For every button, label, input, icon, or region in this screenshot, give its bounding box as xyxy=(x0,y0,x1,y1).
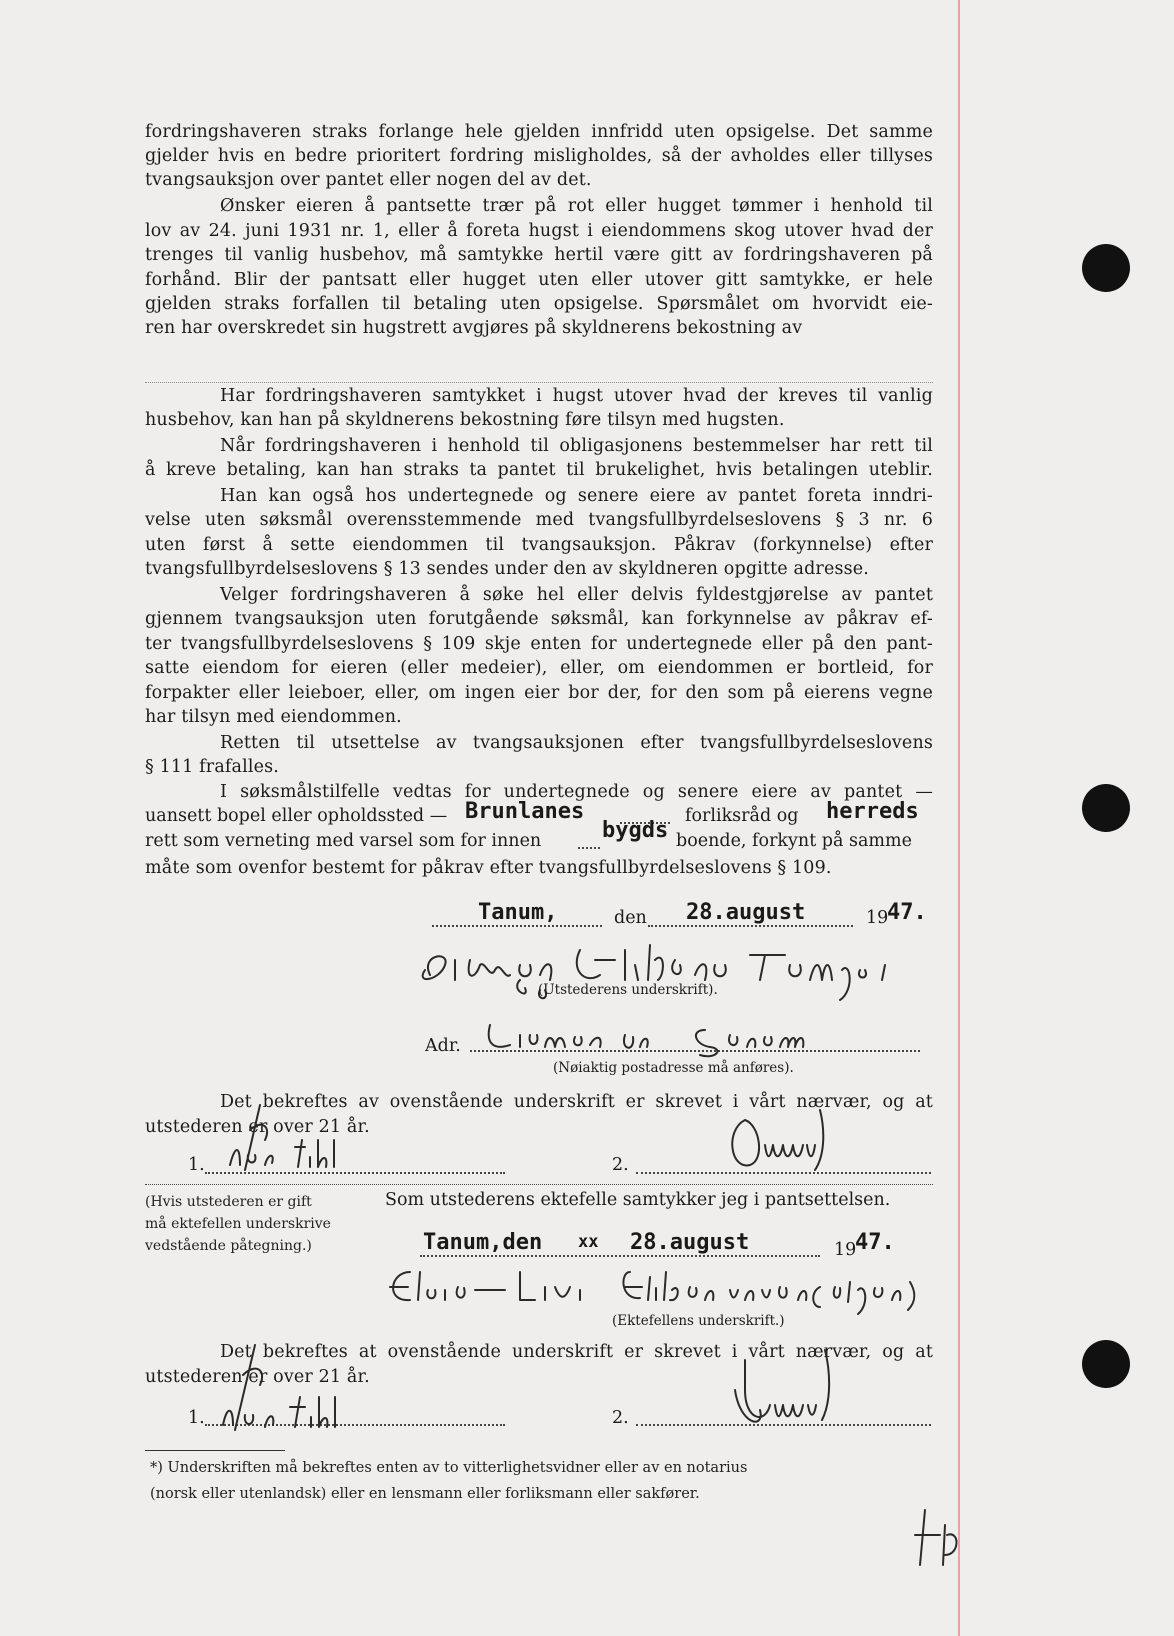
typed-venue-name: Brunlanes xyxy=(465,799,585,824)
typed-place: Tanum,den xyxy=(423,1230,543,1255)
witness-number: 1. xyxy=(188,1408,205,1428)
date-den-label: den xyxy=(614,908,647,928)
witness-number: 1. xyxy=(188,1155,205,1175)
body-text-line: å kreve betaling, kan han straks ta pantet til brukelighet, hvis betalingen uteblir. xyxy=(145,460,933,480)
body-text-fragment: rett som verneting med varsel som for innen xyxy=(145,831,542,851)
punch-hole xyxy=(1082,244,1130,292)
body-text-line: Han kan også hos undertegnede og senere eiere av pantet foreta inndri- xyxy=(220,486,933,506)
address-handwriting-icon xyxy=(485,1015,865,1060)
spouse-instruction: vedstående påtegning.) xyxy=(145,1238,312,1254)
typed-place: Tanum, xyxy=(478,900,558,925)
year-prefix: 19 xyxy=(834,1240,857,1260)
body-text-line: gjelder hvis en bedre prioritert fordring misligholdes, så der avholdes eller tillyses xyxy=(145,146,933,166)
witness-2-signature-icon xyxy=(725,1100,855,1180)
typed-strikeout: xx xyxy=(578,1232,599,1252)
body-text-line: gjennem tvangsauksjon uten forutgående søksmål, kan forkynnelse av påkrav ef- xyxy=(145,609,933,629)
body-text-line: tvangsfullbyrdelseslovens § 13 sendes under den av skyldneren opgitte adresse. xyxy=(145,559,869,579)
body-text-line: Når fordringshaveren i henhold til obligasjonens bestemmelser har rett til xyxy=(220,436,933,456)
body-text-line: fordringshaveren straks forlange hele gjelden innfridd uten opsigelse. Det samme xyxy=(145,122,933,142)
margin-line xyxy=(958,0,960,1636)
body-text-line: gjelden straks forfallen til betaling uten opsigelse. Spørsmålet om hvorvidt eie- xyxy=(145,294,933,314)
fill-dots xyxy=(420,1255,820,1257)
body-text-line: husbehov, kan han på skyldnerens bekostning føre tilsyn med hugsten. xyxy=(145,410,785,430)
punch-hole xyxy=(1082,784,1130,832)
typed-jurisdiction: bygds xyxy=(602,818,669,843)
section-separator xyxy=(145,1184,933,1185)
fill-dots xyxy=(432,925,602,927)
witness-number: 2. xyxy=(612,1155,629,1175)
body-text-fragment: uansett bopel eller opholdssted — xyxy=(145,806,448,826)
footnote-rule xyxy=(145,1450,285,1451)
address-note: (Nøiaktig postadresse må anføres). xyxy=(553,1060,794,1076)
issuer-signature-label: (Utstederens underskrift). xyxy=(538,982,718,998)
spouse-consent-text: Som utstederens ektefelle samtykker jeg i pantsettelsen. xyxy=(385,1190,891,1210)
typed-court-type: herreds xyxy=(826,799,919,824)
typed-year: 47. xyxy=(887,900,927,925)
footnote-line: *) Underskriften må bekreftes enten av to vitterlighetsvidner eller av en notarius xyxy=(150,1460,748,1476)
witness-number: 2. xyxy=(612,1408,629,1428)
witness-text-line: utstederen er over 21 år. xyxy=(145,1117,370,1137)
body-text-line: uten først å sette eiendommen til tvangsauksjon. Påkrav (forkynnelse) efter xyxy=(145,535,933,555)
body-text-line: ren har overskredet sin hugstrett avgjøres på skyldnerens bekostning av xyxy=(145,318,803,338)
section-separator xyxy=(145,382,933,383)
margin-initials-icon xyxy=(905,1505,965,1575)
body-text-line: Ønsker eieren å pantsette trær på rot eller hugget tømmer i henhold til xyxy=(220,196,933,216)
witness-1-signature-icon xyxy=(205,1335,365,1435)
body-text-line: forhånd. Blir der pantsatt eller hugget uten eller utover gitt samtykke, er hele xyxy=(145,270,933,290)
body-text-line: trenges til vanlig husbehov, må samtykke hertil være gitt av fordringshaveren på xyxy=(145,245,933,265)
typed-date: 28.august xyxy=(686,900,806,925)
address-label: Adr. xyxy=(425,1036,461,1056)
body-text-line: Har fordringshaveren samtykket i hugst utover hvad der kreves til vanlig xyxy=(220,386,933,406)
typed-year: 47. xyxy=(855,1230,895,1255)
fill-dots xyxy=(648,925,853,927)
body-text-line: satte eiendom for eieren (eller medeier), eller, om eiendommen er bortleid, for xyxy=(145,658,933,678)
body-text-fragment: forliksråd og xyxy=(685,806,799,826)
body-text-line: måte som ovenfor bestemt for påkrav efter tvangsfullbyrdelseslovens § 109. xyxy=(145,858,832,878)
punch-hole xyxy=(1082,1340,1130,1388)
footnote-line: (norsk eller utenlandsk) eller en lensmann eller forliksmann eller sakfører. xyxy=(150,1486,700,1502)
typed-date: 28.august xyxy=(630,1230,750,1255)
body-text-line: forpakter eller leieboer, eller, om ingen eier bor der, for den som på eierens vegne xyxy=(145,683,933,703)
fill-dots xyxy=(578,847,600,849)
year-prefix: 19 xyxy=(866,908,889,928)
body-text-line: § 111 frafalles. xyxy=(145,757,279,777)
spouse-instruction: må ektefellen underskrive xyxy=(145,1216,331,1232)
body-text-fragment: boende, forkynt på samme xyxy=(676,831,912,851)
body-text-line: Retten til utsettelse av tvangsauksjonen efter tvangsfullbyrdelseslovens xyxy=(220,733,933,753)
witness-text-line: utstederen er over 21 år. xyxy=(145,1367,370,1387)
body-text-line: tvangsauksjon over pantet eller nogen del av det. xyxy=(145,170,592,190)
body-text-line: ter tvangsfullbyrdelseslovens § 109 skje enten for undertegnede eller på den pant- xyxy=(145,634,933,654)
witness-2-signature-icon xyxy=(730,1350,860,1435)
body-text-line: har tilsyn med eiendommen. xyxy=(145,707,402,727)
witness-text-line: Det bekreftes at ovenstående underskrift er skrevet i vårt nærvær, og at xyxy=(220,1342,933,1362)
body-text-line: Velger fordringshaveren å søke hel eller delvis fyldestgjørelse av pantet xyxy=(220,585,933,605)
body-text-line: I søksmålstilfelle vedtas for undertegnede og senere eiere av pantet — xyxy=(220,782,933,802)
spouse-instruction: (Hvis utstederen er gift xyxy=(145,1194,312,1210)
witness-text-line: Det bekreftes av ovenstående underskrift er skrevet i vårt nærvær, og at xyxy=(220,1092,933,1112)
spouse-signature-label: (Ektefellens underskrift.) xyxy=(612,1313,785,1329)
witness-1-signature-icon xyxy=(210,1085,370,1175)
issuer-signature-icon xyxy=(410,930,930,1010)
body-text-line: velse uten søksmål overensstemmende med tvangsfullbyrdelseslovens § 3 nr. 6 xyxy=(145,510,933,530)
body-text-line: lov av 24. juni 1931 nr. 1, eller å foreta hugst i eiendommens skog utover hvad der xyxy=(145,221,933,241)
